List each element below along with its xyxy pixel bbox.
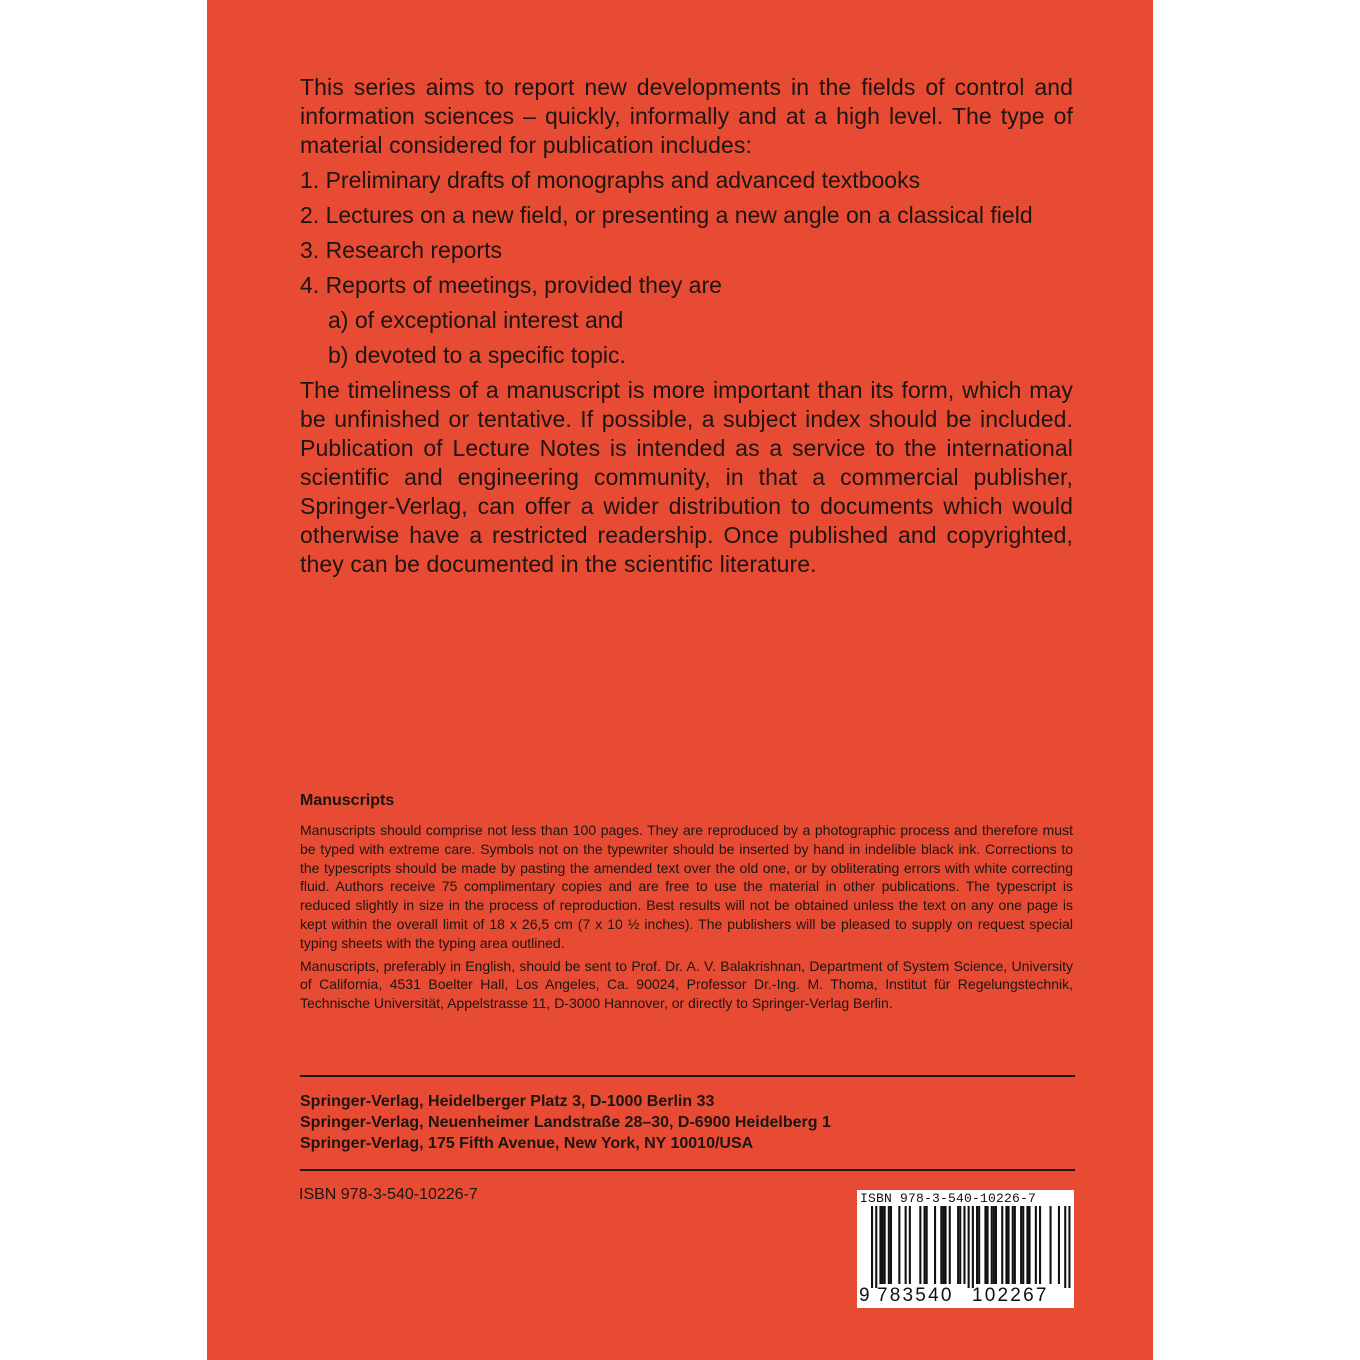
material-list-item: 2. Lectures on a new field, or presenting a new angle on a classical field [300,202,1033,228]
barcode-bar [1026,1206,1028,1284]
barcode-bar [926,1206,928,1284]
barcode-guard-bar [875,1206,877,1288]
barcode-bar [905,1206,907,1284]
divider-rule [300,1075,1075,1077]
barcode-bar [1001,1206,1003,1284]
barcode-bar [963,1206,965,1284]
series-intro-paragraph: This series aims to report new developments in the fields of control and information sciences – quickly, informally and at a high level. The type of material considered for publication includes: [300,74,1073,158]
publisher-address: Springer-Verlag, 175 Fifth Avenue, New York, NY 10010/USA [300,1135,754,1152]
barcode-bar [1012,1206,1014,1284]
barcode-bar [909,1206,911,1284]
series-description [300,73,1073,579]
barcode-bar [945,1206,947,1284]
material-sublist-item: a) of exceptional interest and [328,307,624,333]
barcode-guard-bar [1068,1206,1070,1288]
barcode-digit-group: 102267 [972,1285,1049,1306]
barcode-bar [987,1206,989,1284]
barcode-bar [957,1206,959,1284]
barcode-bar [949,1206,951,1284]
barcode-bar [995,1206,997,1284]
barcode-guard-bar [871,1206,873,1288]
book-back-cover [207,0,1153,1360]
barcode-bar [924,1206,926,1284]
barcode-bar [959,1206,961,1284]
material-list-item: 1. Preliminary drafts of monographs and advanced textbooks [300,167,921,193]
barcode-bar [1008,1206,1010,1284]
publisher-address: Springer-Verlag, Heidelberger Platz 3, D-1000 Berlin 33 [300,1093,715,1110]
barcode-bar [884,1206,886,1284]
barcode-bar [978,1206,980,1284]
barcode-isbn-text: ISBN 978-3-540-10226-7 [860,1191,1037,1206]
barcode-bar [1039,1206,1041,1284]
barcode-bar [888,1206,890,1284]
barcode-bars [857,1206,1074,1288]
publisher-address: Springer-Verlag, Neuenheimer Landstraße 28–30, D-6900 Heidelberg 1 [300,1114,831,1131]
isbn-label: ISBN 978-3-540-10226-7 [299,1186,478,1203]
barcode-bar [1020,1206,1022,1284]
barcode-bar [1014,1206,1016,1284]
publisher-addresses [300,1091,1073,1154]
manuscripts-section [300,791,1073,1013]
divider-rule [300,1169,1075,1171]
barcode-bar [1022,1206,1024,1284]
barcode-bar [976,1206,978,1284]
barcode-bar [942,1206,944,1284]
barcode-bar [919,1206,921,1284]
barcode-bar [1029,1206,1031,1284]
isbn-barcode [857,1190,1074,1308]
barcode-bar [934,1206,936,1284]
barcode-lead-digit: 9 [859,1285,870,1306]
barcode-guard-bar [1064,1206,1066,1288]
barcode-bar [890,1206,892,1284]
manuscripts-heading: Manuscripts [300,792,395,809]
material-list-item: 3. Research reports [300,237,502,263]
barcode-bar [1050,1206,1052,1284]
manuscripts-requirements-paragraph: Manuscripts should comprise not less than 100 pages. They are reproduced by a photographic process and therefore must be typed with extreme care. Symbols not on the typewriter should be inserted by hand in indelible black ink. Corrections to the typescripts should be made by pasting the amended text over the old one, or by obliterating errors with white correcting fluid. Authors receive 75 complimentary copies and are free to use the material in other publications. The typescript is reduced slightly in size in the process of reproduction. Best results will not be obtained unless the text on any one page is kept within the overall limit of 18 x 26,5 cm (7 x 10 ½ inches). The publishers will be pleased to supply on request special typing sheets with the typing area outlined. [300,822,1073,951]
material-list-item: 4. Reports of meetings, provided they are [300,272,722,298]
material-sublist-item: b) devoted to a specific topic. [328,342,626,368]
barcode-bar [1005,1206,1007,1284]
barcode-bar [991,1206,993,1284]
barcode-guard-bar [972,1206,974,1288]
barcode-bar [879,1206,881,1284]
manuscripts-submission-paragraph: Manuscripts, preferably in English, should be sent to Prof. Dr. A. V. Balakrishnan, Department of System Science, University of California, 4531 Boelter Hall, Los Angeles, Ca. 90024, Professor Dr.-Ing. M. Thoma, Institut für Regelungstechnik, Technische Universität, Appelstrasse 11, D-3000 Hannover, or directly to Springer-Verlag Berlin. [300,957,1073,1012]
barcode-bar [1035,1206,1037,1284]
barcode-digit-group: 783540 [877,1285,954,1306]
barcode-bar [940,1206,942,1284]
barcode-bar [984,1206,986,1284]
timeliness-paragraph: The timeliness of a manuscript is more important than its form, which may be unfinished or tentative. If possible, a subject index should be included. Publication of Lecture Notes is intended as a service to the international scientific and engineering community, in that a commercial publisher, Springer-Verlag, can offer a wider distribution to documents which would otherwise have a restricted readership. Once published and copyrighted, they can be documented in the scientific literature. [300,377,1073,577]
barcode-bar [882,1206,884,1284]
barcode-guard-bar [968,1206,970,1288]
barcode-bar [993,1206,995,1284]
barcode-bar [898,1206,900,1284]
barcode-bar [1058,1206,1060,1284]
